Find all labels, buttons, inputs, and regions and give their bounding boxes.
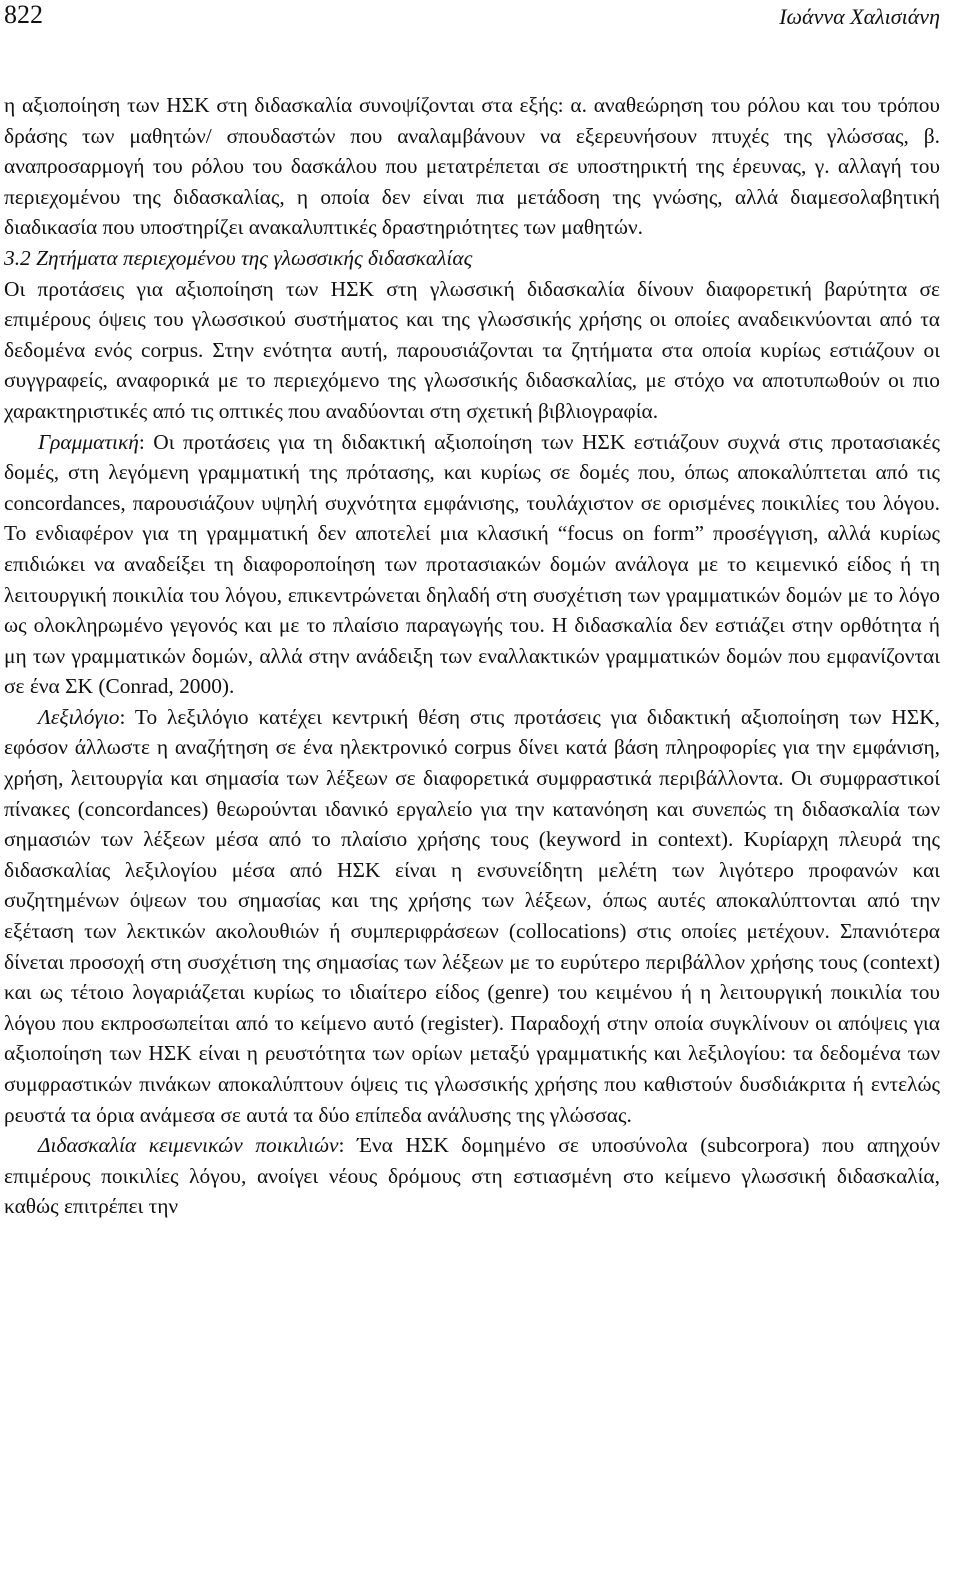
- page-number: 822: [4, 0, 43, 29]
- grammar-paragraph: [4, 427, 940, 702]
- vocabulary-text: : Το λεξιλόγιο κατέχει κεντρική θέση στις προτάσεις για διδακτική αξιοποίηση των ΗΣΚ, εφόσον άλλωστε η αναζήτηση σε ένα ηλεκτρονικό corpus δίνει κατά βάση πληροφορίες για την εμφάνιση, χρήση, λειτουργία και σημασία των λέξεων σε διαφορετικά συμφραστικά περιβάλλοντα. Οι συμφραστικοί πίνακες (concordances) θεωρούνται ιδανικό εργαλείο για την κατανόηση και συνεπώς τη διδασκαλία των σημασιών των λέξεων μέσα από το πλαίσιο χρήσης τους (keyword in context). Κυρίαρχη πλευρά της διδασκαλίας λεξιλογίου μέσα από ΗΣΚ είναι η ενσυνείδητη μελέτη των λιγότερο προφανών και συζητημένων όψεων του σημασίας και της χρήσης των λέξεων, όπως αυτές αποκαλύπτονται από την εξέταση των λεκτικών ακολουθιών ή συμπεριφράσεων (collocations) στις οποίες μετέχουν. Σπανιότερα δίνεται προσοχή στη συσχέτιση της σημασίας των λέξεων με το ευρύτερο περιβάλλον χρήσης τους (context) και ως τέτοιο λογαριάζεται κυρίως το ιδιαίτερο είδος (genre) του κειμένου ή η λειτουργική ποικιλία του λόγου που εκπροσωπείται από το κείμενο αυτό (register). Παραδοχή στην οποία συγκλίνουν οι απόψεις για αξιοποίηση των ΗΣΚ είναι η ρευστότητα των ορίων μεταξύ γραμματικής και λεξιλογίου: τα δεδομένα των συμφραστικών πινάκων αποκαλύπτουν όψεις τις γλωσσικής χρήσης που καθιστούν δυσδιάκριτα ή εντελώς ρευστά τα όρια ανάμεσα σε αυτά τα δύο επίπεδα ανάλυσης της γλώσσας.: [4, 704, 940, 1127]
- body-text: [4, 90, 940, 1222]
- vocabulary-term: Λεξιλόγιο: [38, 704, 120, 729]
- genres-term: Διδασκαλία κειμενικών ποικιλιών: [38, 1133, 339, 1158]
- running-head-author: Ιωάννα Χαλισιάνη: [779, 4, 940, 29]
- genres-text: : Ένα ΗΣΚ δομημένο σε υποσύνολα (subcorpora) που απηχούν επιμέρους ποικιλίες λόγου, ανοίγει νέους δρόμους στη εστιασμένη στο κείμενο γλωσσική διδασκαλία, καθώς επιτρέπει την: [4, 1133, 941, 1219]
- page-header: [4, 0, 940, 44]
- section-heading: 3.2 Ζητήματα περιεχομένου της γλωσσικής διδασκαλίας: [4, 245, 473, 270]
- genres-paragraph: [4, 1130, 940, 1222]
- grammar-term: Γραμματική: [38, 429, 139, 454]
- grammar-text: : Οι προτάσεις για τη διδακτική αξιοποίηση των ΗΣΚ εστιάζουν συχνά στις προτασιακές δομές, στη λεγόμενη γραμματική της πρότασης, και κυρίως σε δομές που, όπως αποκαλύπτεται από τις concordances, παρουσιάζουν υψηλή συχνότητα εμφάνισης, τουλάχιστον σε ορισμένες ποικιλίες του λόγου. Το ενδιαφέρον για τη γραμματική δεν αποτελεί μια κλασική “focus on form” προσέγγιση, αλλά κυρίως επιδιώκει να αναδείξει τη διαφοροποίηση των προτασιακών δομών ανάλογα με το κειμενικό είδος ή τη λειτουργική ποικιλία του λόγου, επικεντρώνεται δηλαδή στη συσχέτιση των γραμματικών δομών με το λόγο ως ολοκληρωμένο γεγονός και με το πλαίσιο παραγωγής του. Η διδασκαλία δεν εστιάζει στην ορθότητα ή μη των γραμματικών δομών, αλλά στην ανάδειξη των εναλλακτικών γραμματικών δομών που εμφανίζονται σε ένα ΣΚ (Conrad, 2000).: [4, 429, 940, 699]
- vocabulary-paragraph: [4, 702, 940, 1130]
- intro-paragraph: η αξιοποίηση των ΗΣΚ στη διδασκαλία συνοψίζονται στα εξής: α. αναθεώρηση του ρόλου και του τρόπου δράσης των μαθητών/ σπουδαστών που αναλαμβάνουν να εξερευνήσουν πτυχές της γλώσσας, β. αναπροσαρμογή του ρόλου του δασκάλου που μετατρέπεται σε υποστηρικτή της έρευνας, γ. αλλαγή του περιεχομένου της διδασκαλίας, η οποία δεν είναι πια μετάδοση της γνώσης, αλλά διαμεσολαβητική διαδικασία που υποστηρίζει ανακαλυπτικές δραστηριότητες των μαθητών.: [4, 93, 940, 240]
- section-intro-paragraph: Οι προτάσεις για αξιοποίηση των ΗΣΚ στη γλωσσική διδασκαλία δίνουν διαφορετική βαρύτητα σε επιμέρους όψεις του γλωσσικού συστήματος και της γλωσσικής χρήσης οι οποίες αναδεικνύονται από τα δεδομένα ενός corpus. Στην ενότητα αυτή, παρουσιάζονται τα ζητήματα στα οποία κυρίως εστιάζουν οι συγγραφείς, αναφορικά με το περιεχόμενο της γλωσσικής διδασκαλίας, με στόχο να αποτυπωθούν οι πιο χαρακτηριστικές από τις οπτικές που αναδύονται στη σχετική βιβλιογραφία.: [4, 276, 940, 423]
- document-page: [4, 0, 940, 1222]
